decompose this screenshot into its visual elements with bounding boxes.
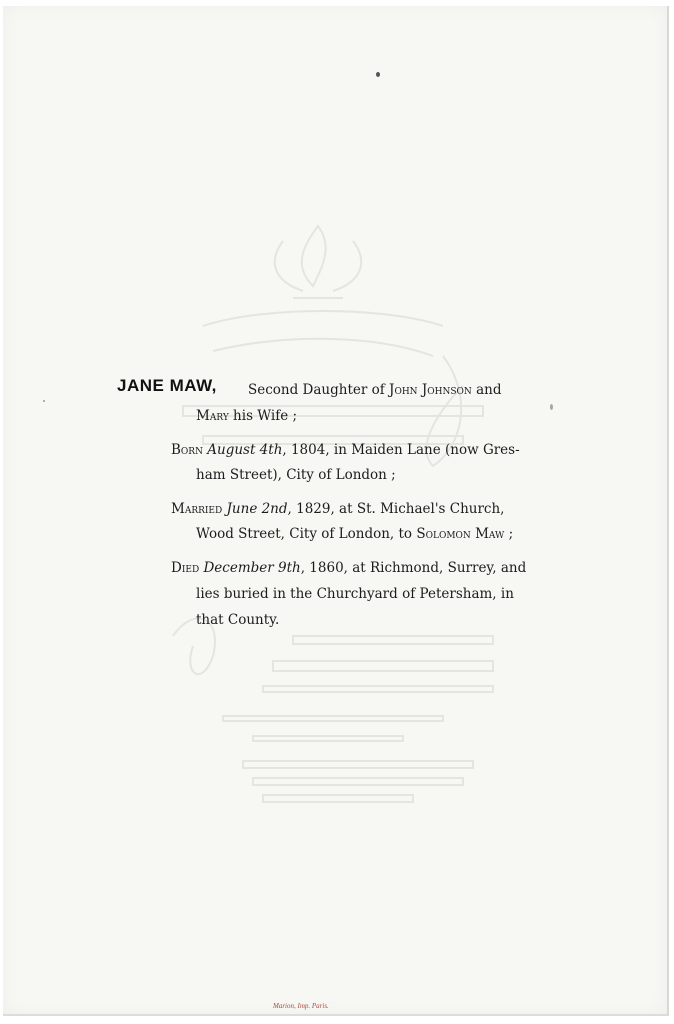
intro-line-2: Mary his Wife ; (196, 408, 298, 424)
born-line-1: Born August 4th, 1804, in Maiden Lane (now Gres- (171, 442, 520, 458)
biographical-entry (3, 6, 667, 706)
married-date: June 2nd (226, 501, 288, 517)
married-line-1: Married June 2nd, 1829, at St. Michael's Church, (171, 501, 505, 517)
document-page (3, 6, 669, 1016)
intro-line-1: Second Daughter of John Johnson and (248, 382, 502, 398)
died-label: Died (171, 560, 200, 576)
born-line-2: ham Street), City of London ; (196, 467, 396, 483)
mother-name: Mary (196, 408, 229, 424)
born-date: August 4th (207, 442, 283, 458)
died-date: December 9th (203, 560, 301, 576)
married-label: Married (171, 501, 223, 517)
spouse-name: Solomon Maw (416, 526, 505, 542)
printer-imprint: Marion, Imp. Paris. (273, 1002, 329, 1010)
died-line-2: lies buried in the Churchyard of Petersham, in (196, 586, 514, 602)
born-label: Born (171, 442, 203, 458)
died-line-3: that County. (196, 612, 280, 628)
father-name: John Johnson (389, 382, 472, 398)
died-line-1: Died December 9th, 1860, at Richmond, Surrey, and (171, 560, 527, 576)
married-line-2: Wood Street, City of London, to Solomon Maw ; (196, 526, 514, 542)
person-name: JANE MAW, (117, 376, 217, 395)
